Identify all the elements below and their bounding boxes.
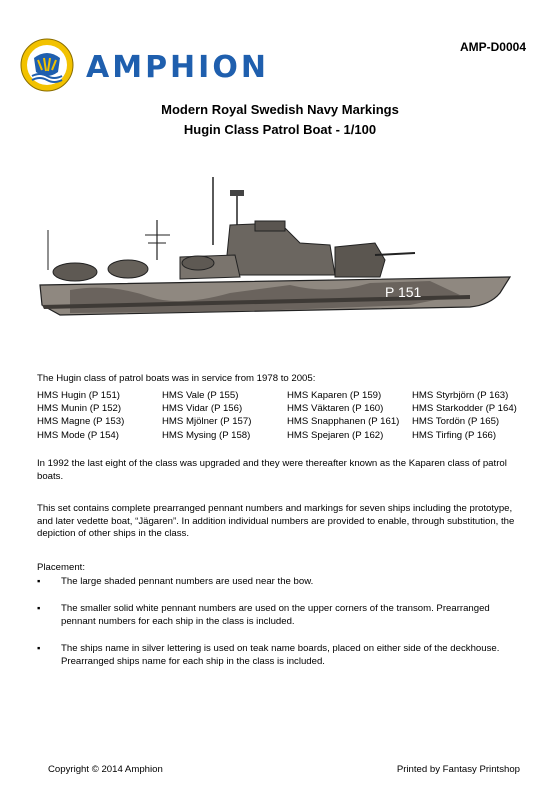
bullet-text: The large shaded pennant numbers are used near the bow. bbox=[61, 576, 314, 587]
bullet-text: The ships name in silver lettering is used on teak name boards, placed on either side of the deckhouse. Prearranged ships name for each ship in the class is included. bbox=[61, 643, 500, 667]
brand-name: AMPHION bbox=[86, 50, 269, 85]
bullet-icon: ▪ bbox=[37, 576, 41, 587]
bullet-icon: ▪ bbox=[37, 603, 41, 614]
printer-credit: Printed by Fantasy Printshop bbox=[396, 764, 520, 775]
list-item: HMS Snapphanen (P 161) bbox=[287, 416, 400, 428]
list-item: HMS Magne (P 153) bbox=[37, 416, 125, 428]
bullet-text: The smaller solid white pennant numbers are used on the upper corners of the transom. Prearranged pennant numbers for each ship in the class is included. bbox=[61, 603, 490, 627]
list-item: HMS Vidar (P 156) bbox=[162, 403, 243, 415]
contents-paragraph: This set contains complete prearranged pennant numbers and markings for seven ships including the prototype, and later vedette boat, “Jägaren”. In addition individual numbers are provided to enable, through substitution, the depiction of other ships in the class. bbox=[37, 503, 515, 540]
hugin-class-ship-illustration bbox=[30, 165, 520, 335]
bullet-icon: ▪ bbox=[37, 643, 41, 654]
placement-bullet bbox=[37, 603, 527, 628]
list-item: HMS Väktaren (P 160) bbox=[287, 403, 384, 415]
list-item: HMS Styrbjörn (P 163) bbox=[412, 390, 509, 401]
placement-bullet bbox=[37, 643, 527, 668]
list-item: HMS Starkodder (P 164) bbox=[412, 403, 517, 415]
list-item: HMS Spejaren (P 162) bbox=[287, 429, 384, 441]
list-item: HMS Mode (P 154) bbox=[37, 429, 119, 441]
amphion-logo bbox=[20, 38, 74, 92]
list-item: HMS Kaparen (P 159) bbox=[287, 390, 382, 401]
list-item: HMS Hugin (P 151) bbox=[37, 390, 121, 401]
placement-bullet bbox=[37, 576, 527, 589]
ship-list bbox=[37, 389, 527, 442]
placement-heading: Placement: bbox=[37, 562, 85, 573]
list-item: HMS Tirfing (P 166) bbox=[412, 429, 497, 441]
list-item: HMS Tordön (P 165) bbox=[412, 416, 500, 428]
list-item: HMS Munin (P 152) bbox=[37, 403, 122, 415]
list-item: HMS Mjölner (P 157) bbox=[162, 416, 252, 428]
list-item: HMS Mysing (P 158) bbox=[162, 429, 251, 441]
intro-text: The Hugin class of patrol boats was in service from 1978 to 2005: bbox=[37, 373, 316, 384]
upgrade-paragraph: In 1992 the last eight of the class was upgraded and they were thereafter known as the Kaparen class of patrol boats. bbox=[37, 458, 507, 482]
pennant-number: P 151 bbox=[385, 284, 422, 300]
title-line-1: Modern Royal Swedish Navy Markings bbox=[161, 102, 399, 117]
title-line-2: Hugin Class Patrol Boat - 1/100 bbox=[183, 122, 377, 137]
list-item: HMS Vale (P 155) bbox=[162, 390, 239, 401]
product-code: AMP-D0004 bbox=[459, 40, 526, 54]
copyright: Copyright © 2014 Amphion bbox=[48, 764, 163, 775]
